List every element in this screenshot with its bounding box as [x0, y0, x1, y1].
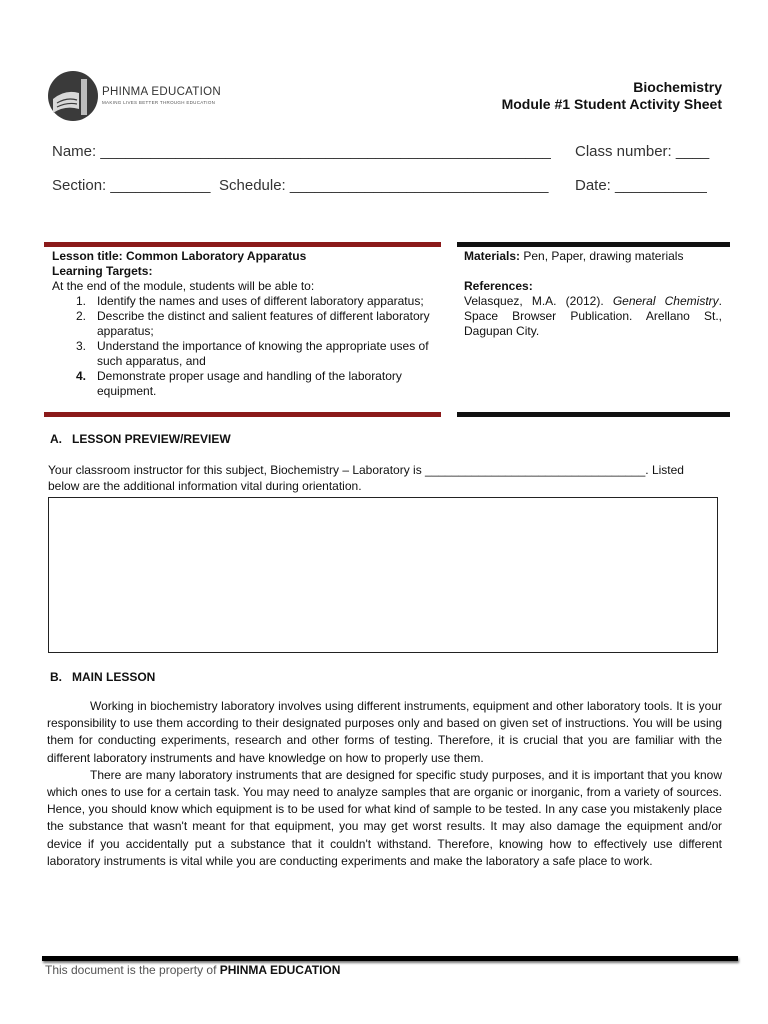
- footer-note: This document is the property of PHINMA EDUCATION: [45, 963, 341, 977]
- learning-targets-list: [52, 294, 437, 399]
- lesson-bottom-divider: [44, 412, 441, 417]
- lesson-top-divider: [44, 242, 441, 247]
- lesson-title: Lesson title: Common Laboratory Apparatus: [52, 249, 307, 263]
- materials-line: Materials: Pen, Paper, drawing materials: [464, 249, 684, 263]
- logo-name: PHINMA EDUCATION: [102, 86, 221, 98]
- logo-tagline: MAKING LIVES BETTER THROUGH EDUCATION: [102, 100, 216, 105]
- date-field[interactable]: Date: ___________: [575, 177, 707, 194]
- learning-target: 2. Describe the distinct and salient features of different laboratory apparatus;: [76, 309, 430, 338]
- schedule-field[interactable]: Schedule: _______________________________: [219, 177, 549, 194]
- main-lesson-paragraph: There are many laboratory instruments that are designed for specific study purposes, and it is important that you know which ones to use for a certain task. You may need to analyze samples that are organic or inorganic, from a variety of sources. Hence, you should know which equipment is to be used for what kind of sample to be tested. In any case you mistakenly place the substance that wasn't meant for that equipment, you may get worst results. It may also damage the equipment and/or device if you accidentally put a substance that it couldn't withstand. Therefore, knowing how to effectively use different laboratory instruments is vital while you are conducting experiments and make the laboratory a safe place to work.: [47, 767, 722, 868]
- main-lesson-text: [47, 698, 722, 870]
- footer-divider: [42, 956, 738, 961]
- class-number-field[interactable]: Class number: ____: [575, 143, 710, 160]
- reference-entry: Velasquez, M.A. (2012). General Chemistry. Space Browser Publication. Arellano St., Dagupan City.: [464, 294, 722, 338]
- references-heading: References:: [464, 279, 533, 293]
- section-field[interactable]: Section: ____________: [52, 177, 211, 194]
- main-lesson-paragraph: Working in biochemistry laboratory involves using different instruments, equipment and other laboratory tools. It is your responsibility to use them according to their designated purposes only and based on given set of instructions. You will be using them for conducting experiments, research and other forms of testing. Therefore, it is crucial that you are familiar with the different laboratory instruments and have knowledge on how to properly use them.: [47, 699, 722, 765]
- lesson-block: [52, 249, 437, 399]
- section-a-text: Your classroom instructor for this subject, Biochemistry – Laboratory is _________________________________. Listed below are the additional information vital during orientation.: [48, 463, 684, 493]
- subject-title: Biochemistry: [633, 79, 722, 95]
- materials-top-divider: [457, 242, 730, 247]
- materials-block: [464, 249, 722, 339]
- name-field[interactable]: Name: ______________________________________________________: [52, 143, 551, 160]
- phinma-globe-icon: [47, 69, 107, 123]
- learning-targets-intro: At the end of the module, students will be able to:: [52, 279, 315, 293]
- learning-target: 1. Identify the names and uses of different laboratory apparatus;: [76, 294, 424, 308]
- module-title: Module #1 Student Activity Sheet: [501, 96, 722, 112]
- section-b-heading: B. MAIN LESSON: [50, 670, 156, 684]
- materials-bottom-divider: [457, 412, 730, 417]
- section-a-heading: A. LESSON PREVIEW/REVIEW: [50, 432, 231, 446]
- orientation-notes-box[interactable]: [48, 497, 718, 653]
- learning-targets-heading: Learning Targets:: [52, 264, 153, 278]
- learning-target: 4. Demonstrate proper usage and handling of the laboratory equipment.: [76, 369, 402, 398]
- learning-target: 3. Understand the importance of knowing the appropriate uses of such apparatus, and: [76, 339, 429, 368]
